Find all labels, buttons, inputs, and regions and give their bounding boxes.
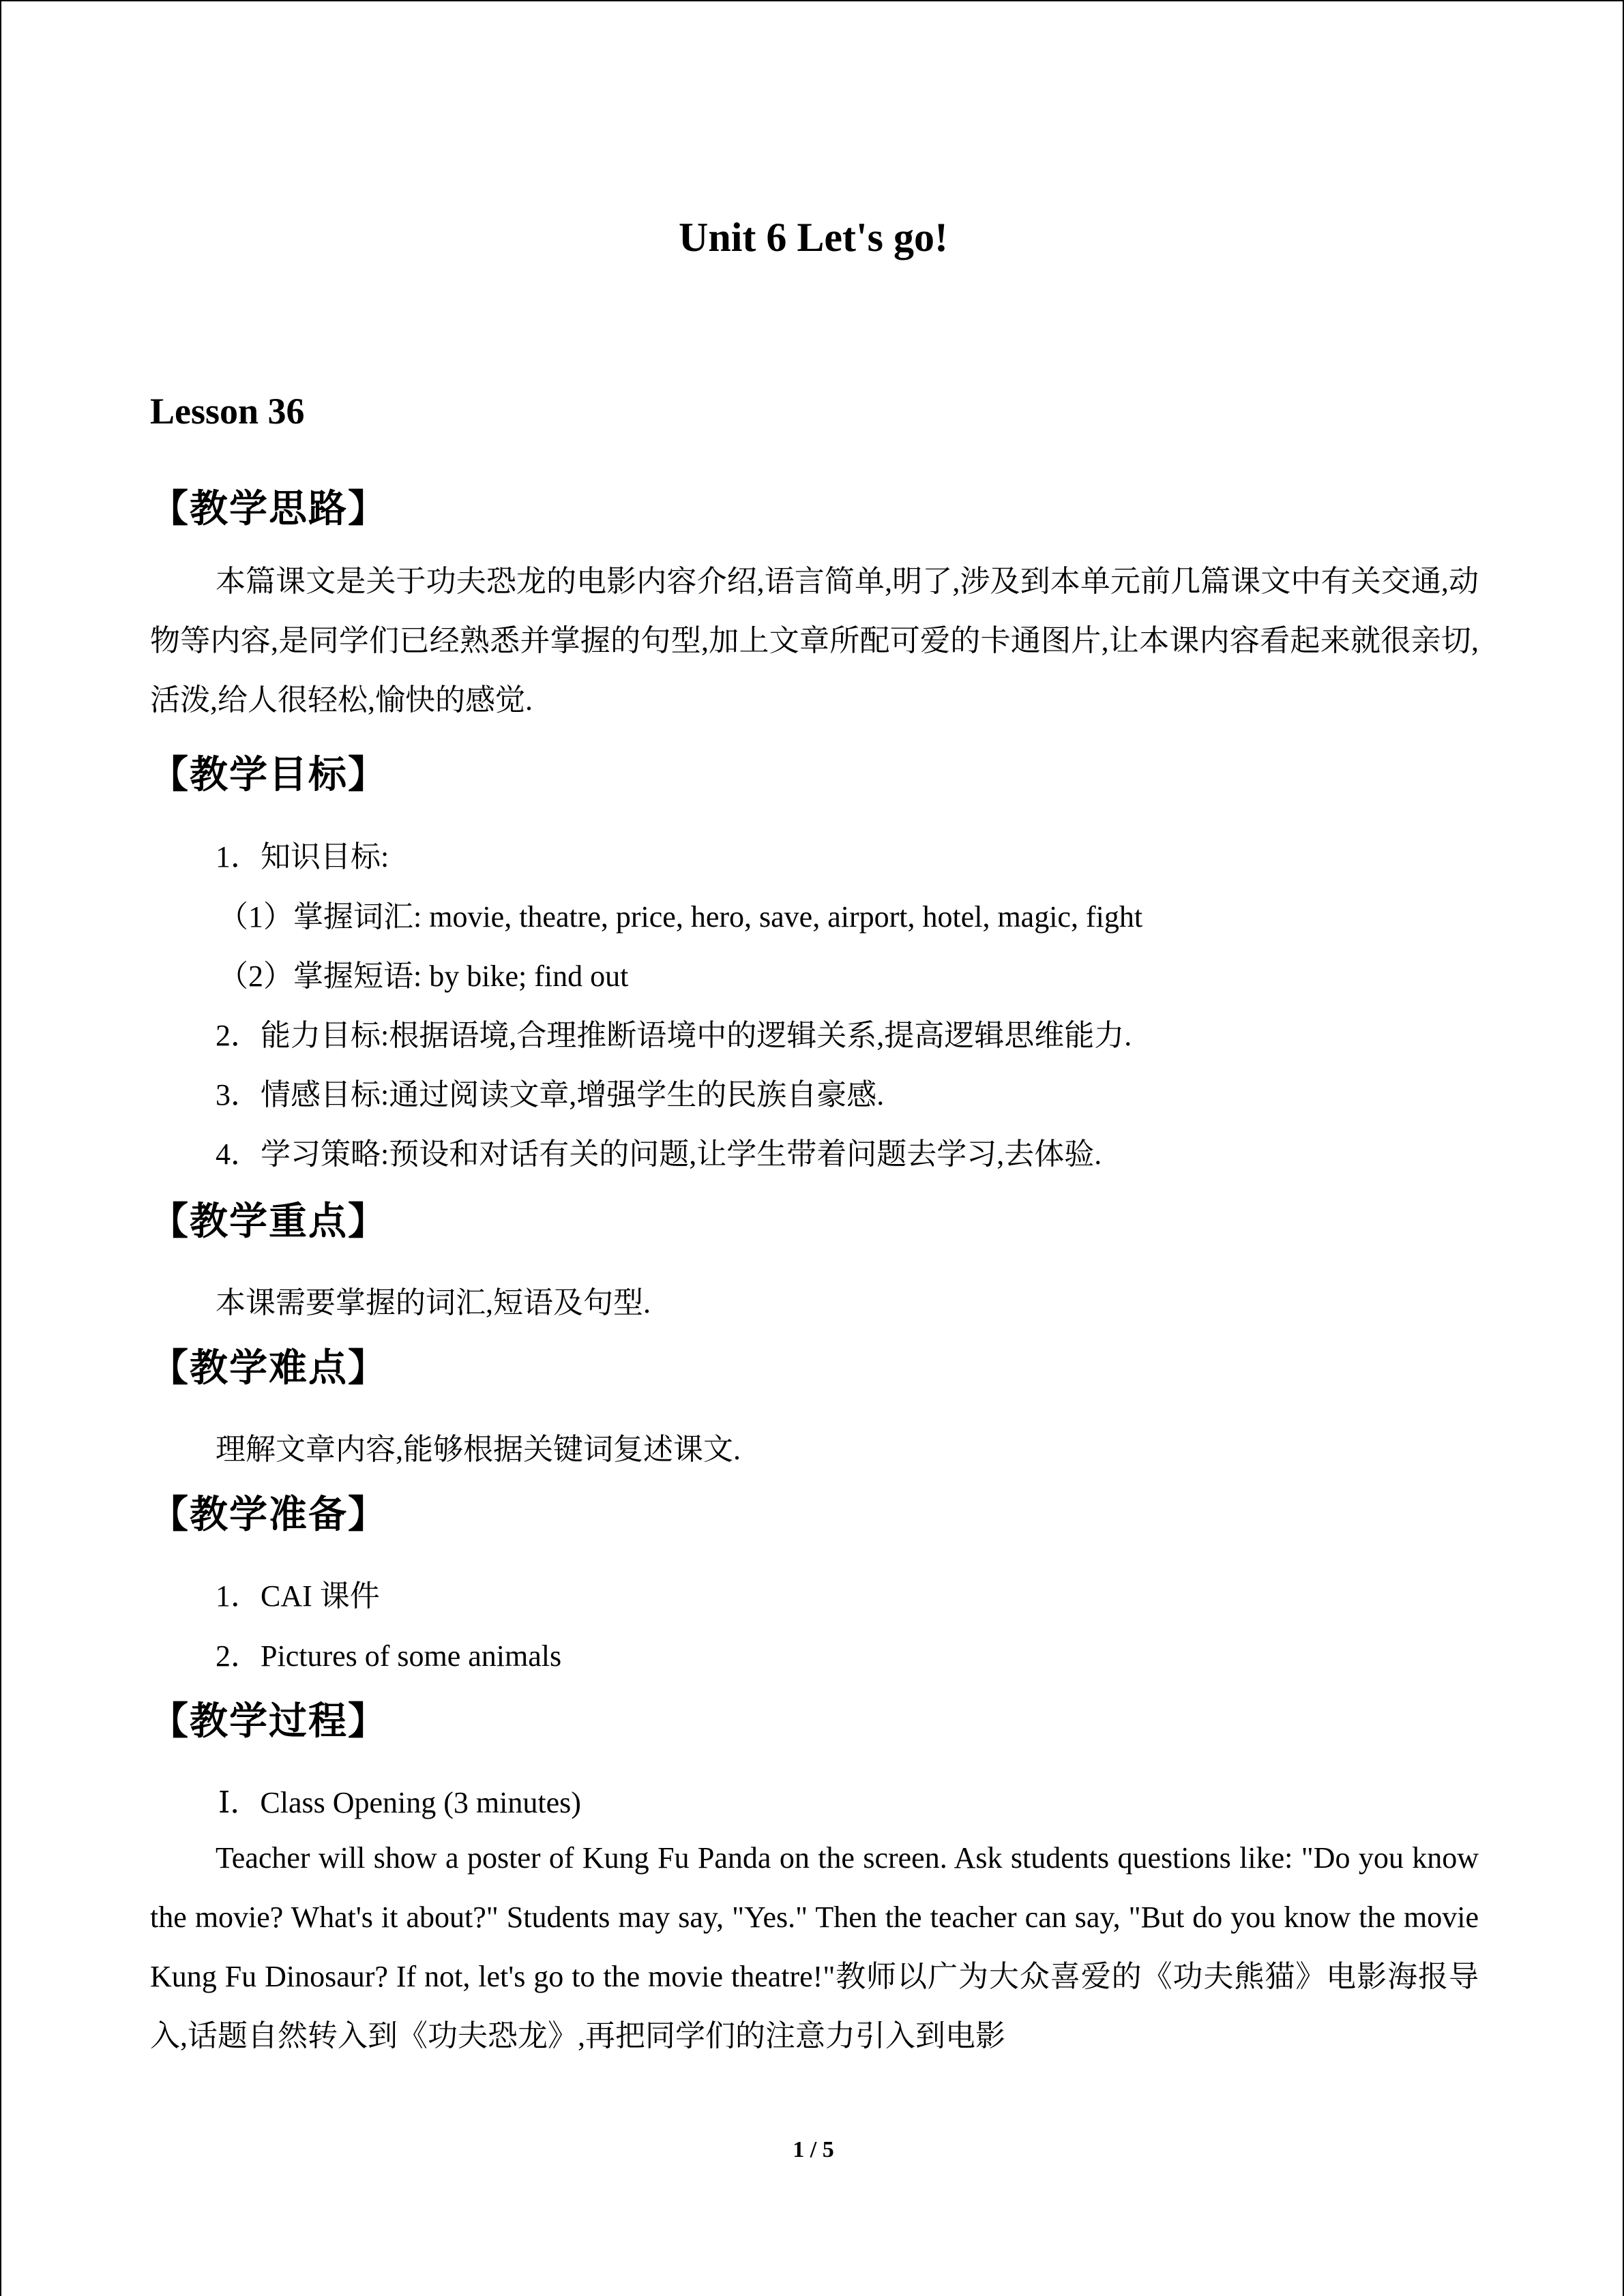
- section-heading-process: 【教学过程】: [150, 1699, 387, 1744]
- goal-item: （1）掌握词汇: movie, theatre, price, hero, save, airport, hotel, magic, fight: [218, 900, 1143, 934]
- section-heading-preparation: 【教学准备】: [150, 1493, 387, 1537]
- page-number: 1 / 5: [793, 2137, 834, 2162]
- goal-item: 3．情感目标:通过阅读文章,增强学生的民族自豪感.: [216, 1078, 885, 1112]
- process-step: Ⅰ．Class Opening (3 minutes): [218, 1786, 581, 1819]
- goal-item: 1．知识目标:: [216, 840, 389, 874]
- section-heading-key-points: 【教学重点】: [150, 1199, 387, 1244]
- section-heading-difficulties: 【教学难点】: [150, 1346, 387, 1390]
- approach-paragraph: 本篇课文是关于功夫恐龙的电影内容介绍,语言简单,明了,涉及到本单元前几篇课文中有关交通,动物等内容,是同学们已经熟悉并掌握的句型,加上文章所配可爱的卡通图片,让本课内容看起来就很亲切,活泼,给人很轻松,愉快的感觉.: [150, 565, 1479, 717]
- document-title: Unit 6 Let's go!: [679, 215, 948, 260]
- process-paragraph: Teacher will show a poster of Kung Fu Panda on the screen. Ask students questions like: "Do you know the movie? What's it about?" Students may say, "Yes." Then the teacher can say, "But do you know the movie Kung Fu Dinosaur? If not, let's go to the movie theatre!"教师以广为大众喜爱的《功夫熊猫》电影海报导入,话题自然转入到《功夫恐龙》,再把同学们的注意力引入到电影: [150, 1841, 1479, 2053]
- goal-item: 4．学习策略:预设和对话有关的问题,让学生带着问题去学习,去体验.: [216, 1137, 1102, 1171]
- difficulties-text: 理解文章内容,能够根据关键词复述课文.: [216, 1433, 741, 1466]
- goal-item: （2）掌握短语: by bike; find out: [218, 959, 629, 993]
- section-heading-goals: 【教学目标】: [150, 753, 387, 797]
- preparation-item: 1．CAI 课件: [216, 1579, 380, 1613]
- lesson-heading: Lesson 36: [150, 391, 305, 432]
- key-points-text: 本课需要掌握的词汇,短语及句型.: [216, 1286, 651, 1320]
- section-heading-approach: 【教学思路】: [150, 487, 387, 531]
- goal-item: 2．能力目标:根据语境,合理推断语境中的逻辑关系,提高逻辑思维能力.: [216, 1019, 1132, 1052]
- preparation-item: 2．Pictures of some animals: [216, 1639, 562, 1673]
